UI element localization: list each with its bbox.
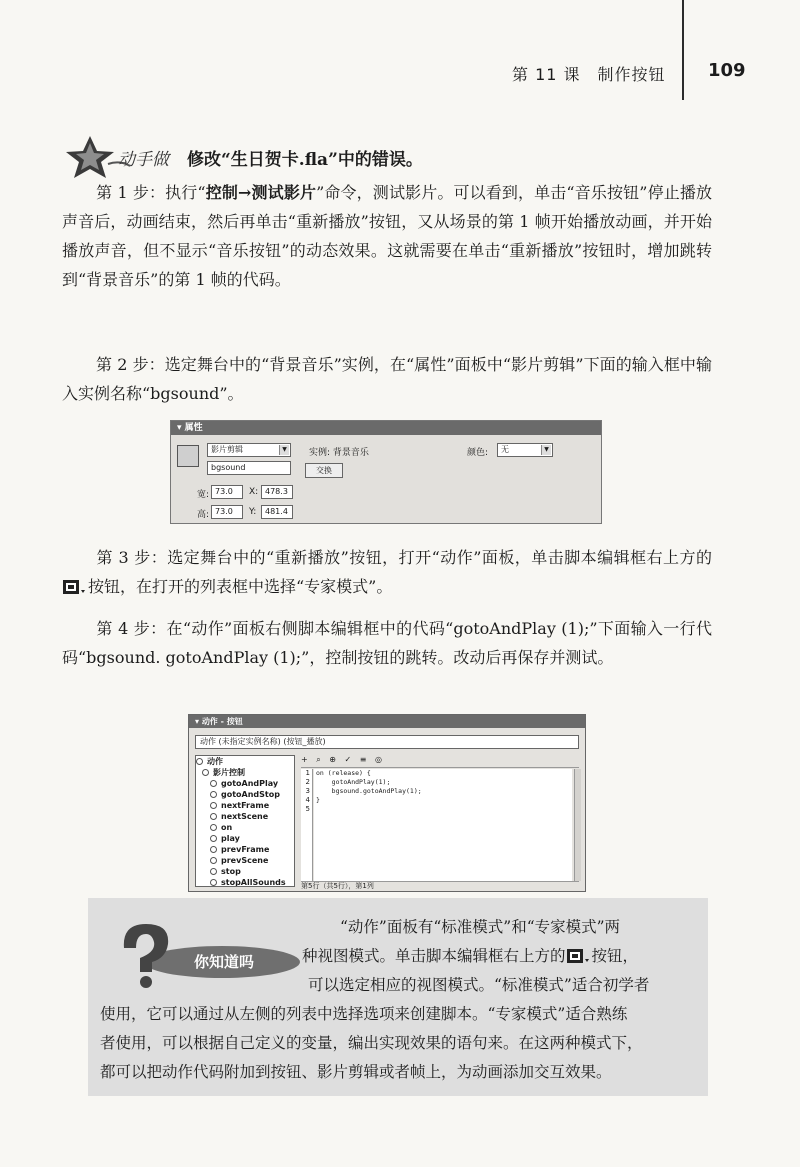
toolbox-item[interactable]: on (196, 822, 294, 833)
y-label: Y: (249, 507, 257, 517)
toolbox-item[interactable]: gotoAndStop (196, 789, 294, 800)
did-you-know-badge (112, 918, 302, 990)
did-you-know-line: 者使用，可以根据自己定义的变量，编出实现效果的语句来。在这两种模式下， (100, 1034, 643, 1052)
header-lesson: 第 11 课 制作按钮 (512, 65, 666, 84)
height-input[interactable]: 73.0 (211, 505, 243, 519)
page-number: 109 (708, 60, 746, 81)
step-3-before: 第 3 步：选定舞台中的“重新播放”按钮，打开“动作”面板，单击脚本编辑框右上方的 (96, 548, 712, 567)
symbol-type-select[interactable]: 影片剪辑 ▼ (207, 443, 291, 457)
width-label: 宽: (197, 490, 210, 500)
line-number-gutter: 1 2 3 4 5 (301, 769, 313, 881)
script-toolbar[interactable]: + ⌕ ⊕ ✓ ≡ ◎ (301, 755, 579, 768)
properties-panel-title: ▾ 属性 (171, 421, 601, 435)
x-label: X: (249, 487, 259, 497)
activity-title: 修改“生日贺卡.fla”中的错误。 (187, 149, 423, 170)
toolbox-item[interactable]: stop (196, 866, 294, 877)
step-1 (62, 178, 712, 294)
step-3 (62, 543, 712, 601)
movieclip-icon (177, 445, 199, 467)
instance-label: 实例: 背景音乐 (309, 448, 369, 458)
step-3-after: 按钮，在打开的列表框中选择“专家模式”。 (88, 577, 393, 596)
swap-button[interactable]: 交换 (305, 463, 343, 478)
color-select[interactable]: 无 ▼ (497, 443, 553, 457)
actions-panel (188, 714, 586, 892)
activity-label: 动手做 (118, 149, 169, 170)
did-you-know-line: 使用，它可以通过从左侧的列表中选择选项来创建脚本。“专家模式”适合熟练 (100, 1005, 628, 1023)
x-input[interactable]: 478.3 (261, 485, 293, 499)
did-you-know-line: 可以选定相应的视图模式。“标准模式”适合初学者 (308, 976, 650, 994)
view-options-icon (62, 579, 88, 595)
actions-target-select[interactable]: 动作 (未指定实例名称) (按钮_播放) (195, 735, 579, 749)
step-4-text: 第 4 步：在“动作”面板右侧脚本编辑框中的代码“gotoAndPlay (1);”下面输入一行代码“bgsound. gotoAndPlay (1);”，控制按钮的跳转。改动后再保存并测试。 (62, 619, 712, 667)
did-you-know-line: 都可以把动作代码附加到按钮、影片剪辑或者帧上，为动画添加交互效果。 (100, 1063, 612, 1081)
actions-panel-title: ▾ 动作 - 按钮 (189, 715, 585, 728)
width-input[interactable]: 73.0 (211, 485, 243, 499)
actions-toolbox (195, 755, 295, 887)
step-1-rest: ”命令，测试影片。可以看到，单击“音乐按钮”停止播放声音后，动画结束，然后再单击“重新播放”按钮，又从场景的第 1 帧开始播放动画，并开始播放声音，但不显示“音乐按钮”的动态效果。这就需要在单击“重新播放”按钮时，增加跳转到“背景音乐”的第 1 帧的代码。 (62, 183, 712, 289)
height-label: 高: (197, 510, 210, 520)
header-divider (682, 0, 684, 100)
step-2-text: 第 2 步：选定舞台中的“背景音乐”实例，在“属性”面板中“影片剪辑”下面的输入框中输入实例名称“bgsound”。 (62, 355, 712, 403)
step-2 (62, 350, 712, 408)
step-1-lead: 第 1 步：执行“ (96, 183, 206, 202)
properties-panel (170, 420, 602, 524)
code-line: on (release) { (316, 769, 371, 777)
toolbox-item[interactable]: 影片控制 (196, 767, 294, 778)
toolbox-item[interactable]: prevScene (196, 855, 294, 866)
did-you-know-line: “动作”面板有“标准模式”和“专家模式”两 (340, 918, 621, 936)
toolbox-item[interactable]: play (196, 833, 294, 844)
toolbox-item[interactable]: prevFrame (196, 844, 294, 855)
code-line: bgsound.gotoAndPlay(1); (316, 787, 422, 795)
activity-heading (60, 134, 423, 180)
script-status: 第5行（共5行），第1列 (301, 881, 579, 890)
step-1-menu: 控制→测试影片 (205, 183, 317, 202)
view-options-icon (566, 948, 592, 964)
code-line: } (316, 796, 320, 804)
toolbox-item[interactable]: gotoAndPlay (196, 778, 294, 789)
color-label: 颜色: (467, 448, 489, 458)
code-line: gotoAndPlay(1); (316, 778, 391, 786)
toolbox-item[interactable]: nextFrame (196, 800, 294, 811)
instance-name-input[interactable]: bgsound (207, 461, 291, 475)
script-scrollbar[interactable] (574, 769, 581, 881)
toolbox-item[interactable]: 动作 (196, 756, 294, 767)
y-input[interactable]: 481.4 (261, 505, 293, 519)
toolbox-item[interactable]: nextScene (196, 811, 294, 822)
did-you-know-line: 种视图模式。单击脚本编辑框右上方的 按钮， (302, 947, 639, 965)
script-editor[interactable] (314, 769, 572, 881)
step-4 (62, 614, 712, 672)
toolbox-item[interactable]: stopAllSounds (196, 877, 294, 887)
did-you-know-label: 你知道吗 (193, 953, 255, 971)
code-line (314, 805, 572, 814)
